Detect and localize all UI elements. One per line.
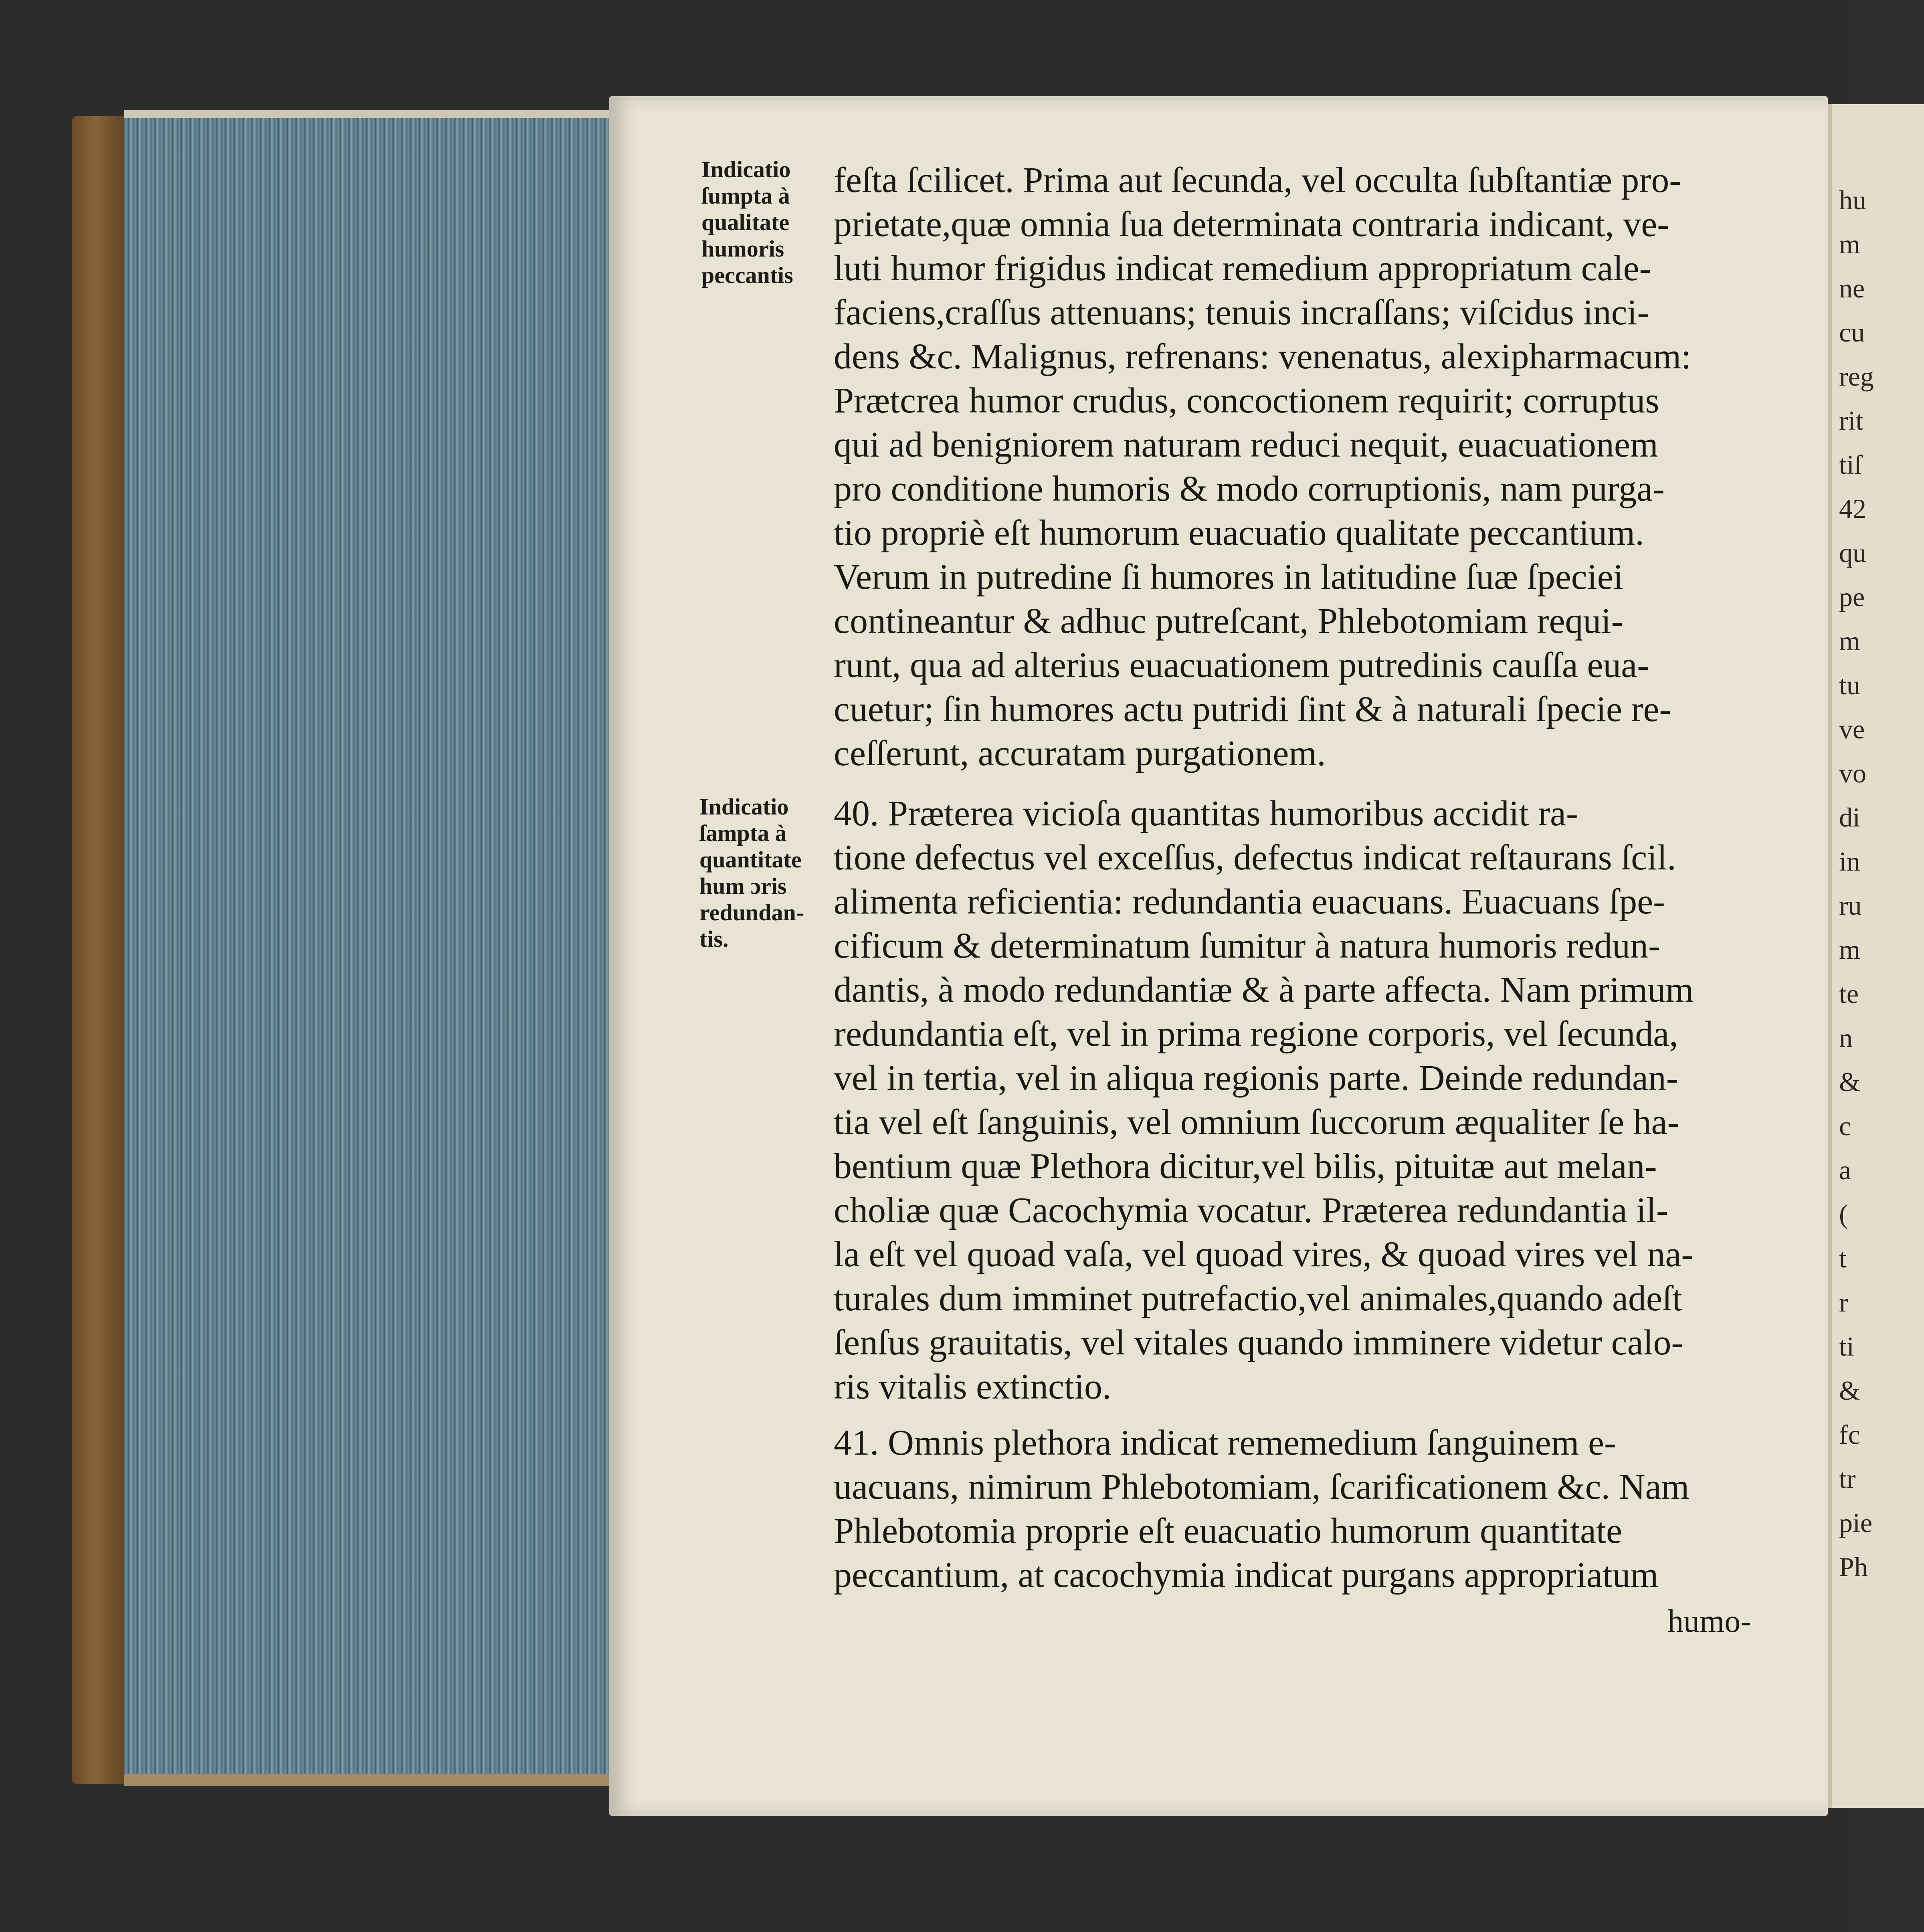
text-line: Prætcrea humor crudus, concoctionem requirit; corruptus bbox=[834, 381, 1659, 420]
text-line: dantis, à modo redundantiæ & à parte affecta. Nam primum bbox=[834, 970, 1694, 1010]
next-page-fragment: reg bbox=[1839, 361, 1874, 392]
margin-note-line: ſumpta à bbox=[701, 183, 790, 209]
margin-note-line: tis. bbox=[699, 926, 729, 952]
text-line: 40. Præterea vicioſa quantitas humoribus accidit ra- bbox=[834, 794, 1578, 833]
next-page-fragment: qu bbox=[1839, 538, 1866, 568]
margin-note-quantity bbox=[699, 794, 804, 952]
next-page-fragment: vo bbox=[1839, 758, 1866, 788]
text-line: uacuans, nimirum Phlebotomiam, ſcarificationem &c. Nam bbox=[834, 1467, 1690, 1507]
next-page-fragment: hu bbox=[1839, 185, 1866, 215]
next-page-fragment: te bbox=[1839, 978, 1859, 1009]
text-line: 41. Omnis plethora indicat rememedium ſanguinem e- bbox=[834, 1423, 1616, 1463]
next-page-fragment: ve bbox=[1839, 714, 1865, 744]
margin-note-line: qualitate bbox=[701, 209, 790, 235]
text-line: vel in tertia, vel in aliqua regionis parte. Deinde redundan- bbox=[834, 1058, 1678, 1098]
next-page-fragment: tu bbox=[1839, 670, 1860, 700]
text-line: dens &c. Malignus, refrenans: venenatus, alexipharmacum: bbox=[834, 337, 1692, 376]
margin-note-line: Indicatio bbox=[701, 156, 791, 182]
next-page-fragment: t bbox=[1839, 1243, 1847, 1273]
text-line: choliæ quæ Cacochymia vocatur. Præterea redundantia il- bbox=[834, 1190, 1668, 1230]
page-block-fore-edge bbox=[124, 118, 617, 1782]
text-line: feſta ſcilicet. Prima aut ſecunda, vel occulta ſubſtantiæ pro- bbox=[834, 160, 1681, 200]
margin-note-line: ſampta à bbox=[699, 820, 787, 846]
next-page-fragment: & bbox=[1839, 1067, 1860, 1097]
next-page-fragment: Ph bbox=[1839, 1552, 1868, 1582]
next-page-fragment: c bbox=[1839, 1111, 1851, 1141]
next-page-fragment: ti bbox=[1839, 1331, 1854, 1362]
margin-note-line: quantitate bbox=[699, 847, 802, 873]
text-line: peccantium, at cacochymia indicat purgans appropriatum bbox=[834, 1555, 1659, 1595]
text-line: bentium quæ Plethora dicitur,vel bilis, pituitæ aut melan- bbox=[834, 1146, 1657, 1186]
next-page-fragment: cu bbox=[1839, 317, 1865, 348]
text-line: pro conditione humoris & modo corruptionis, nam purga- bbox=[834, 469, 1665, 509]
text-line: turales dum imminet putrefactio,vel animales,quando adeſt bbox=[834, 1279, 1682, 1318]
next-page-fragment: m bbox=[1839, 934, 1860, 965]
next-page-fragment: ne bbox=[1839, 273, 1865, 303]
book bbox=[72, 80, 1874, 1844]
right-page-edge bbox=[1828, 104, 1924, 1808]
next-page-fragment: r bbox=[1839, 1287, 1848, 1318]
book-cover-spine bbox=[72, 116, 128, 1784]
next-page-fragment: pe bbox=[1839, 582, 1865, 612]
next-page-fragment: m bbox=[1839, 626, 1860, 656]
next-page-fragment: fc bbox=[1839, 1419, 1860, 1450]
next-page-fragment: 42 bbox=[1839, 493, 1866, 524]
text-line: ſenſus grauitatis, vel vitales quando imminere videtur calo- bbox=[834, 1323, 1684, 1362]
next-page-fragment: tr bbox=[1839, 1463, 1856, 1494]
left-page bbox=[609, 96, 1828, 1816]
text-line: runt, qua ad alterius euacuationem putredinis cauſſa eua- bbox=[834, 645, 1649, 685]
next-page-fragment: di bbox=[1839, 802, 1860, 833]
margin-note-line: hum ɔris bbox=[699, 873, 787, 899]
catchword: humo- bbox=[1667, 1604, 1751, 1639]
next-page-fragment: in bbox=[1839, 846, 1860, 877]
margin-note-line: peccantis bbox=[701, 262, 793, 288]
page-block-bottom-edge bbox=[124, 1774, 617, 1786]
text-line: tione defectus vel exceſſus, defectus indicat reſtaurans ſcil. bbox=[834, 838, 1676, 877]
text-line: tia vel eſt ſanguinis, vel omnium ſuccorum æqualiter ſe ha- bbox=[834, 1102, 1679, 1142]
text-line: la eſt vel quoad vaſa, vel quoad vires, & quoad vires vel na- bbox=[834, 1235, 1694, 1274]
next-page-fragment: ru bbox=[1839, 890, 1862, 921]
next-page-fragment: pie bbox=[1839, 1508, 1873, 1538]
text-line: tio propriè eſt humorum euacuatio qualitate peccantium. bbox=[834, 513, 1644, 553]
text-line: Phlebotomia proprie eſt euacuatio humorum quantitate bbox=[834, 1511, 1622, 1551]
next-page-fragment: rit bbox=[1839, 405, 1863, 436]
text-line: qui ad benigniorem naturam reduci nequit, euacuationem bbox=[834, 425, 1658, 465]
text-line: redundantia eſt, vel in prima regione corporis, vel ſecunda, bbox=[834, 1014, 1678, 1054]
text-line: cuetur; ſin humores actu putridi ſint & à naturali ſpecie re- bbox=[834, 689, 1671, 729]
text-line: contineantur & adhuc putreſcant, Phlebotomiam requi- bbox=[834, 601, 1623, 641]
text-line: prietate,quæ omnia ſua determinata contraria indicant, ve- bbox=[834, 204, 1669, 244]
next-page-fragment: m bbox=[1839, 229, 1860, 259]
next-page-fragment: a bbox=[1839, 1155, 1851, 1185]
margin-note-line: redundan- bbox=[699, 899, 804, 926]
next-page-fragment: tiſ bbox=[1839, 449, 1862, 480]
text-line: ris vitalis extinctio. bbox=[834, 1367, 1112, 1407]
next-page-fragment: n bbox=[1839, 1023, 1853, 1053]
text-line: Verum in putredine ſi humores in latitudine ſuæ ſpeciei bbox=[834, 557, 1623, 597]
text-line: ceſſerunt, accuratam purgationem. bbox=[834, 734, 1326, 773]
text-line: cificum & determinatum ſumitur à natura humoris redun- bbox=[834, 926, 1660, 966]
margin-note-line: humoris bbox=[701, 236, 784, 262]
margin-note-line: Indicatio bbox=[699, 794, 789, 820]
margin-note-quality bbox=[701, 156, 793, 289]
next-page-fragment: & bbox=[1839, 1375, 1860, 1406]
text-line: alimenta reficientia: redundantia euacuans. Euacuans ſpe- bbox=[834, 882, 1665, 922]
text-line: faciens,craſſus attenuans; tenuis incraſſans; viſcidus inci- bbox=[834, 293, 1649, 332]
next-page-fragment: ( bbox=[1839, 1199, 1848, 1229]
text-line: luti humor frigidus indicat remedium appropriatum cale- bbox=[834, 249, 1651, 288]
